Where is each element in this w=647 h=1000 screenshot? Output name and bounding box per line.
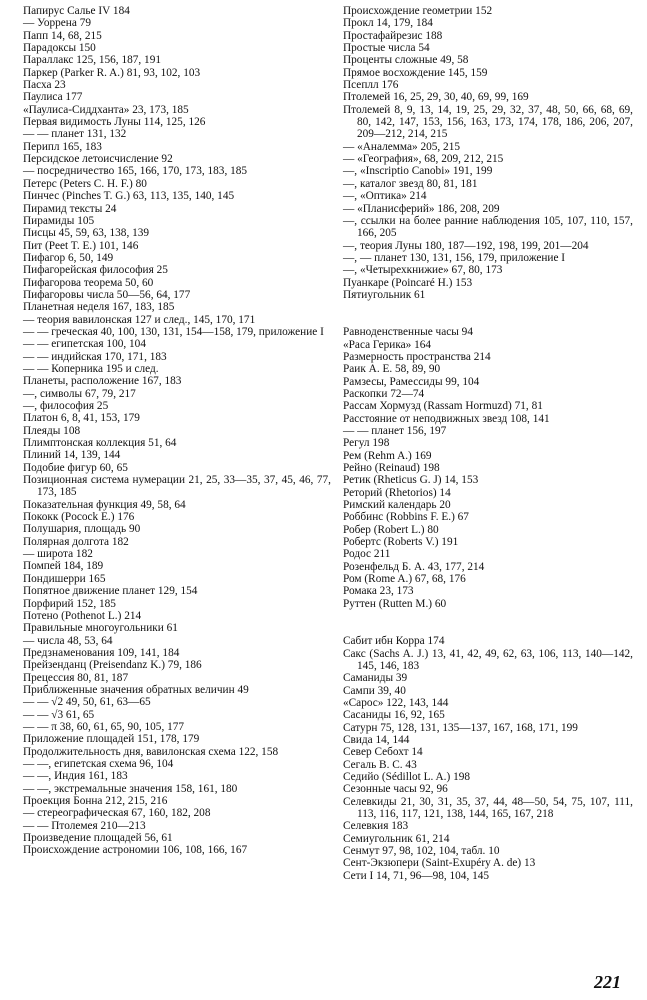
index-entry: Проценты сложные 49, 58 (343, 54, 469, 67)
index-entry: Роббинс (Robbins F. E.) 67 (343, 511, 469, 524)
index-entry: Папирус Салье IV 184 (23, 5, 130, 17)
index-entry: — «География», 68, 209, 212, 215 (343, 153, 504, 166)
index-entry: Пуанкаре (Poincaré H.) 153 (343, 276, 473, 289)
index-entry: Порфирий 152, 185 (23, 597, 116, 610)
index-entry: — — планет 156, 197 (343, 425, 447, 437)
index-entry: Пинчес (Pinches T. G.) 63, 113, 135, 140, 145 (23, 190, 235, 203)
index-entry: Прецессия 80, 81, 187 (23, 671, 129, 684)
index-entry: Пасха 23 (23, 79, 66, 92)
index-entry: Позиционная система нумерации 21, 25, 33—35, 37, 45, 46, 77, 173, 185 (23, 474, 331, 499)
index-entry: Подобие фигур 60, 65 (23, 461, 128, 474)
index-entry: «Раса Герика» 164 (343, 338, 432, 351)
index-entry: Робертс (Roberts V.) 191 (343, 536, 459, 549)
index-entry: Прейзенданц (Preisendanz K.) 79, 186 (23, 659, 202, 672)
index-entry: —, символы 67, 79, 217 (23, 387, 136, 400)
index-entry: Родос 211 (343, 548, 391, 561)
index-entry: — теория вавилонская 127 и след., 145, 170, 171 (23, 313, 256, 326)
index-entry: Раскопки 72—74 (343, 387, 425, 400)
index-entry: Розенфельд Б. А. 43, 177, 214 (343, 560, 485, 573)
index-entry: — Уоррена 79 (23, 17, 91, 30)
index-entry: Помпей 184, 189 (23, 560, 104, 573)
index-entry: Рейно (Reinaud) 198 (343, 462, 440, 475)
index-entry: Плиний 14, 139, 144 (23, 449, 121, 462)
index-entry: —, — планет 130, 131, 156, 179, приложение I (343, 251, 566, 264)
index-entry: Предзнаменования 109, 141, 184 (23, 646, 180, 659)
index-entry: Седийо (Sédillot L. A.) 198 (343, 770, 471, 783)
index-entry: Приближенные значения обратных величин 49 (23, 683, 249, 696)
index-entry: Сатурн 75, 128, 131, 135—137, 167, 168, 171, 199 (343, 721, 578, 734)
index-entry: —, философия 25 (23, 400, 109, 412)
index-column-right (343, 5, 633, 882)
index-entry: Размерность пространства 214 (343, 350, 491, 363)
index-entry: Попятное движение планет 129, 154 (23, 585, 198, 598)
index-entry: Пит (Peet T. E.) 101, 146 (23, 239, 139, 252)
index-entry: Рем (Rehm A.) 169 (343, 449, 432, 462)
index-entry: Пифагорова теорема 50, 60 (23, 276, 154, 289)
index-entry: Сети I 14, 71, 96—98, 104, 145 (343, 869, 490, 882)
index-entry: Сасаниды 16, 92, 165 (343, 709, 445, 722)
index-entry: Писцы 45, 59, 63, 138, 139 (23, 227, 150, 240)
index-entry: Происхождение астрономии 106, 108, 166, 167 (23, 844, 248, 857)
index-entry: — —, Индия 161, 183 (23, 770, 128, 783)
section-gap (343, 610, 633, 635)
index-entry: Паркер (Parker R. A.) 81, 93, 102, 103 (23, 66, 201, 79)
section-gap (343, 301, 633, 326)
index-entry: Ретик (Rheticus G. J) 14, 153 (343, 474, 479, 487)
index-entry: — — Птолемея 210—213 (23, 819, 146, 832)
index-entry: Пятиугольник 61 (343, 288, 426, 301)
index-entry: —, «Оптика» 214 (343, 190, 427, 203)
index-entry: Рассам Хормузд (Rassam Hormuzd) 71, 81 (343, 400, 543, 413)
index-entry: Сегаль В. С. 43 (343, 758, 417, 771)
index-entry: — широта 182 (23, 548, 93, 561)
index-entry: Приложение площадей 151, 178, 179 (23, 733, 200, 746)
index-entry: Пифагорейская философия 25 (23, 264, 168, 277)
index-entry: — стереографическая 67, 160, 182, 208 (23, 807, 211, 820)
index-entry: Ромака 23, 173 (343, 585, 414, 598)
index-entry: Прямое восхождение 145, 159 (343, 66, 488, 79)
index-entry: Пирамиды 105 (23, 214, 95, 227)
index-entry: Север Себохт 14 (343, 746, 423, 759)
index-entry: Псеплл 176 (343, 79, 399, 92)
index-column-left (23, 5, 331, 857)
index-entry: Проекция Бонна 212, 215, 216 (23, 795, 168, 807)
index-entry: Правильные многоугольники 61 (23, 622, 178, 635)
index-entry: — — √3 61, 65 (23, 708, 95, 721)
index-entry: Сакс (Sachs A. J.) 13, 41, 42, 49, 62, 63, 106, 113, 140—142, 145, 146, 183 (343, 647, 633, 672)
index-entry: Птолемей 8, 9, 13, 14, 19, 25, 29, 32, 37, 48, 50, 66, 68, 69, 80, 142, 147, 153, 156, 163, 173, 174, 178, 186, 206, 207, 209—212, 214, 215 (343, 103, 633, 141)
index-entry: — числа 48, 53, 64 (23, 634, 113, 647)
index-entry: Персидское летоисчисление 92 (23, 153, 173, 166)
index-entry: — —, египетская схема 96, 104 (23, 757, 174, 770)
index-entry: Равноденственные часы 94 (343, 326, 473, 339)
index-entry: Сабит ибн Корра 174 (343, 635, 445, 648)
index-entry: Сампи 39, 40 (343, 684, 406, 697)
index-entry: — —, экстремальные значения 158, 161, 180 (23, 782, 238, 795)
index-entry: — посредничество 165, 166, 170, 173, 183, 185 (23, 165, 248, 178)
index-entry: — — индийская 170, 171, 183 (23, 350, 167, 363)
index-entry: Продолжительность дня, вавилонская схема 122, 158 (23, 745, 279, 758)
index-entry: Папп 14, 68, 215 (23, 29, 102, 42)
index-entry: Показательная функция 49, 58, 64 (23, 498, 186, 511)
index-entry: Полярная долгота 182 (23, 535, 129, 548)
index-entry: Селевкия 183 (343, 820, 409, 833)
index-entry: Свида 14, 144 (343, 733, 410, 746)
index-entry: Сезонные часы 92, 96 (343, 783, 448, 796)
index-entry: Сенмут 97, 98, 102, 104, табл. 10 (343, 845, 500, 857)
index-entry: —, теория Луны 180, 187—192, 198, 199, 201—204 (343, 239, 589, 252)
index-entry: Расстояние от неподвижных звезд 108, 141 (343, 412, 550, 425)
index-entry: Пококк (Pocock E.) 176 (23, 511, 135, 524)
index-entry: Паулиса 177 (23, 91, 83, 104)
page-number: 221 (594, 972, 621, 992)
index-entry: Планеты, расположение 167, 183 (23, 375, 182, 388)
index-entry: Саманиды 39 (343, 672, 408, 685)
index-entry: Перипл 165, 183 (23, 140, 102, 153)
index-entry: — — Коперника 195 и след. (23, 362, 159, 375)
index-entry: Рамзесы, Рамессиды 99, 104 (343, 375, 480, 388)
index-entry: —, каталог звезд 80, 81, 181 (343, 177, 478, 190)
index-entry: Селевкиды 21, 30, 31, 35, 37, 44, 48—50, 54, 75, 107, 111, 113, 116, 117, 121, 138, 144, 165, 167, 218 (343, 795, 633, 820)
index-entry: — «Планисферий» 186, 208, 209 (343, 202, 500, 215)
index-entry: Пифагор 6, 50, 149 (23, 251, 114, 264)
index-entry: Полушария, площадь 90 (23, 523, 141, 536)
index-entry: — — планет 131, 132 (23, 128, 127, 141)
index-entry: Руттен (Rutten M.) 60 (343, 597, 447, 610)
index-entry: «Паулиса-Сиддханта» 23, 173, 185 (23, 103, 189, 116)
index-entry: Птолемей 16, 25, 29, 30, 40, 69, 99, 169 (343, 91, 529, 104)
index-entry: — — греческая 40, 100, 130, 131, 154—158, 179, приложение I (23, 325, 324, 338)
index-entry: «Сарос» 122, 143, 144 (343, 696, 449, 709)
index-entry: Плеяды 108 (23, 424, 81, 437)
index-entry: —, «Inscriptio Canobi» 191, 199 (343, 165, 493, 178)
index-entry: Римский календарь 20 (343, 499, 451, 512)
index-entry: Ром (Rome A.) 67, 68, 176 (343, 573, 466, 586)
index-entry: Петерс (Peters C. H. F.) 80 (23, 177, 147, 190)
index-entry: Реторий (Rhetorios) 14 (343, 486, 451, 499)
index-entry: Пифагоровы числа 50—56, 64, 177 (23, 288, 191, 301)
index-entry: Раик А. Е. 58, 89, 90 (343, 363, 441, 376)
index-entry: Планетная неделя 167, 183, 185 (23, 301, 175, 314)
index-entry: — — египетская 100, 104 (23, 338, 146, 351)
index-entry: Произведение площадей 56, 61 (23, 832, 173, 845)
index-entry: Пондишерри 165 (23, 572, 106, 585)
index-entry: Плимптонская коллекция 51, 64 (23, 437, 177, 450)
index-entry: Простафайрезис 188 (343, 29, 443, 42)
index-entry: Робер (Robert L.) 80 (343, 523, 439, 536)
index-entry: —, ссылки на более ранние наблюдения 105, 107, 110, 157, 166, 205 (343, 214, 633, 240)
index-entry: Сент-Экзюпери (Saint-Exupéry A. de) 13 (343, 857, 536, 870)
index-entry: Платон 6, 8, 41, 153, 179 (23, 412, 140, 425)
index-entry: Параллакс 125, 156, 187, 191 (23, 54, 161, 67)
index-entry: — «Аналемма» 205, 215 (343, 140, 460, 153)
index-entry: Прокл 14, 179, 184 (343, 17, 433, 30)
index-entry: — — √2 49, 50, 61, 63—65 (23, 696, 151, 709)
index-entry: Семиугольник 61, 214 (343, 832, 450, 845)
index-entry: Потено (Pothenot L.) 214 (23, 609, 142, 622)
index-entry: Регул 198 (343, 437, 390, 450)
index-entry: Простые числа 54 (343, 42, 430, 55)
index-entry: Происхождение геометрии 152 (343, 5, 493, 17)
index-entry: — — π 38, 60, 61, 65, 90, 105, 177 (23, 720, 185, 733)
index-entry: Первая видимость Луны 114, 125, 126 (23, 116, 206, 129)
index-entry: Парадоксы 150 (23, 42, 96, 55)
index-entry: Пирамид тексты 24 (23, 202, 117, 215)
index-entry: —, «Четырехкнижие» 67, 80, 173 (343, 264, 503, 277)
